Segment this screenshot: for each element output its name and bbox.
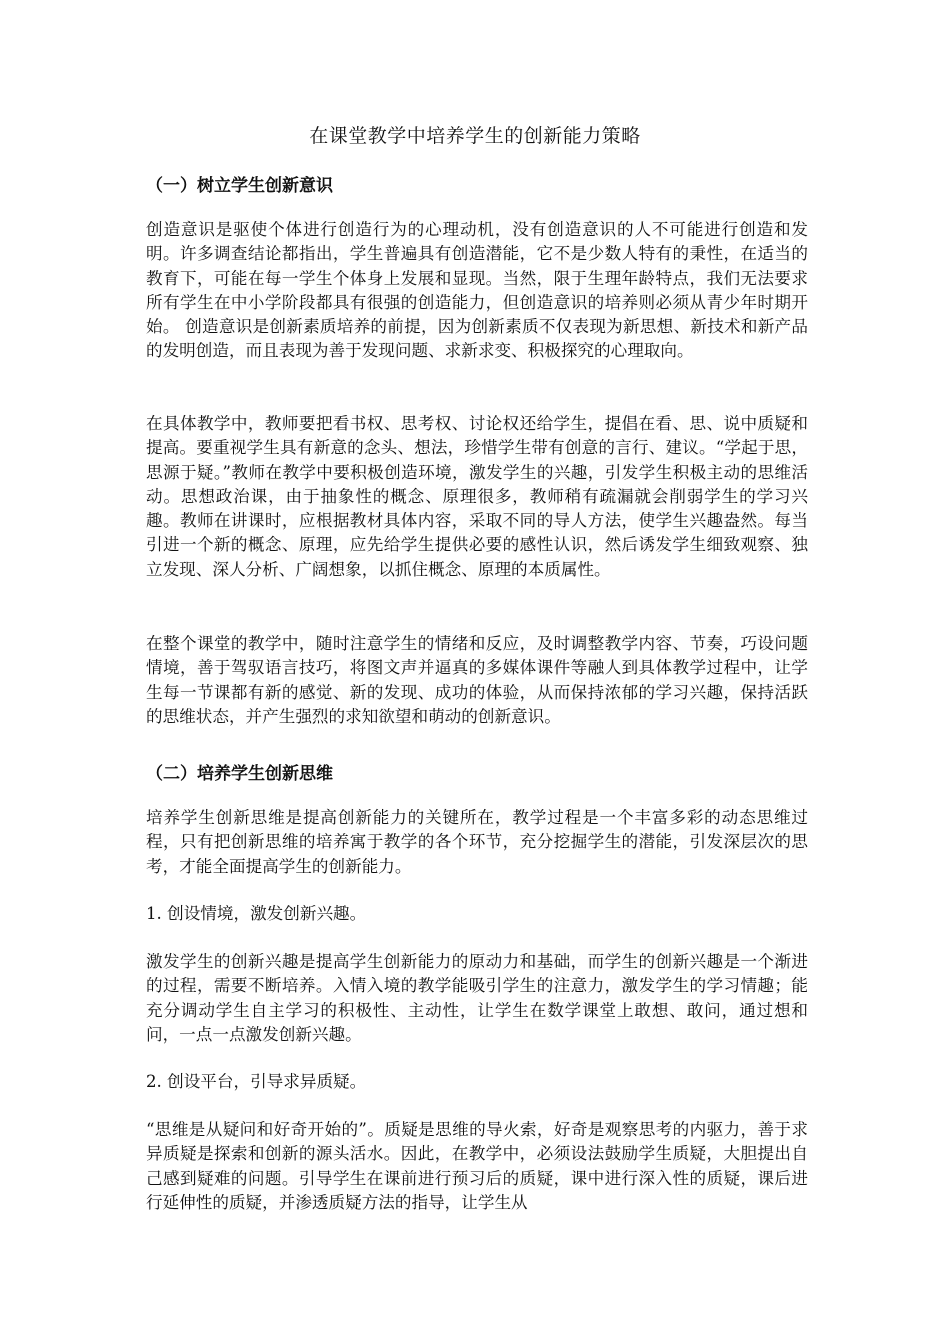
item-2-text: “思维是从疑问和好奇开始的”。质疑是思维的导火索，好奇是观察思考的内驱力，善于求异质疑是探索和创新的源头活水。因此，在教学中，必须设法鼓励学生质疑，大胆提出自己感到疑难的问题。引导学生在课前进行预习后的质疑，课中进行深入性的质疑，课后进行延伸性的质疑，并渗透质疑方法的指导，让学生从: [146, 1120, 808, 1212]
paragraph-1: 创造意识是驱使个体进行创造行为的心理动机，没有创造意识的人不可能进行创造和发明。许多调查结论都指出，学生普遍具有创造潜能，它不是少数人特有的秉性，在适当的教育下，可能在每一学生个体身上发展和显现。当然，限于生理年龄特点，我们无法要求所有学生在中小学阶段都具有很强的创造能力，但创造意识的培养则必须从青少年时期开始。 创造意识是创新素质培养的前提，因为创新素质不仅表现为新思想、新技术和新产品的发明创造，而且表现为善于发现问题、求新求变、积极探究的心理取向。: [146, 220, 808, 361]
section-heading-1: （一）树立学生创新意识: [146, 176, 333, 196]
item-2-title: 2. 创设平台，引导求异质疑。: [146, 1072, 367, 1091]
section-heading-2: （二）培养学生创新思维: [146, 764, 333, 784]
section2-intro: 培养学生创新思维是提高创新能力的关键所在，教学过程是一个丰富多彩的动态思维过程，只有把创新思维的培养寓于教学的各个环节，充分挖掘学生的潜能，引发深层次的思考，才能全面提高学生的创新能力。: [146, 808, 808, 876]
item-1-title: 1. 创设情境，激发创新兴趣。: [146, 904, 367, 923]
paragraph-2: 在具体教学中，教师要把看书权、思考权、讨论权还给学生，提倡在看、思、说中质疑和提高。要重视学生具有新意的念头、想法，珍惜学生带有创意的言行、建议。“学起于思，思源于疑。”教师在教学中要积极创造环境，激发学生的兴趣，引发学生积极主动的思维活动。思想政治课，由于抽象性的概念、原理很多，教师稍有疏漏就会削弱学生的学习兴趣。教师在讲课时，应根据教材具体内容，采取不同的导人方法，使学生兴趣盎然。每当引进一个新的概念、原理，应先给学生提供必要的感性认识，然后诱发学生细致观察、独立发现、深人分析、广阔想象，以抓住概念、原理的本质属性。: [146, 414, 808, 579]
paragraph-3: 在整个课堂的教学中，随时注意学生的情绪和反应，及时调整教学内容、节奏，巧设问题情境，善于驾驭语言技巧，将图文声并逼真的多媒体课件等融人到具体教学过程中，让学生每一节课都有新的感觉、新的发现、成功的体验，从而保持浓郁的学习兴趣，保持活跃的思维状态，并产生强烈的求知欲望和萌动的创新意识。: [146, 634, 808, 726]
item-1-text: 激发学生的创新兴趣是提高学生创新能力的原动力和基础，而学生的创新兴趣是一个渐进的过程，需要不断培养。入情入境的教学能吸引学生的注意力，激发学生的学习情趣；能充分调动学生自主学习的积极性、主动性，让学生在数学课堂上敢想、敢问，通过想和问，一点一点激发创新兴趣。: [146, 952, 808, 1044]
document-title: 在课堂教学中培养学生的创新能力策略: [309, 125, 641, 147]
